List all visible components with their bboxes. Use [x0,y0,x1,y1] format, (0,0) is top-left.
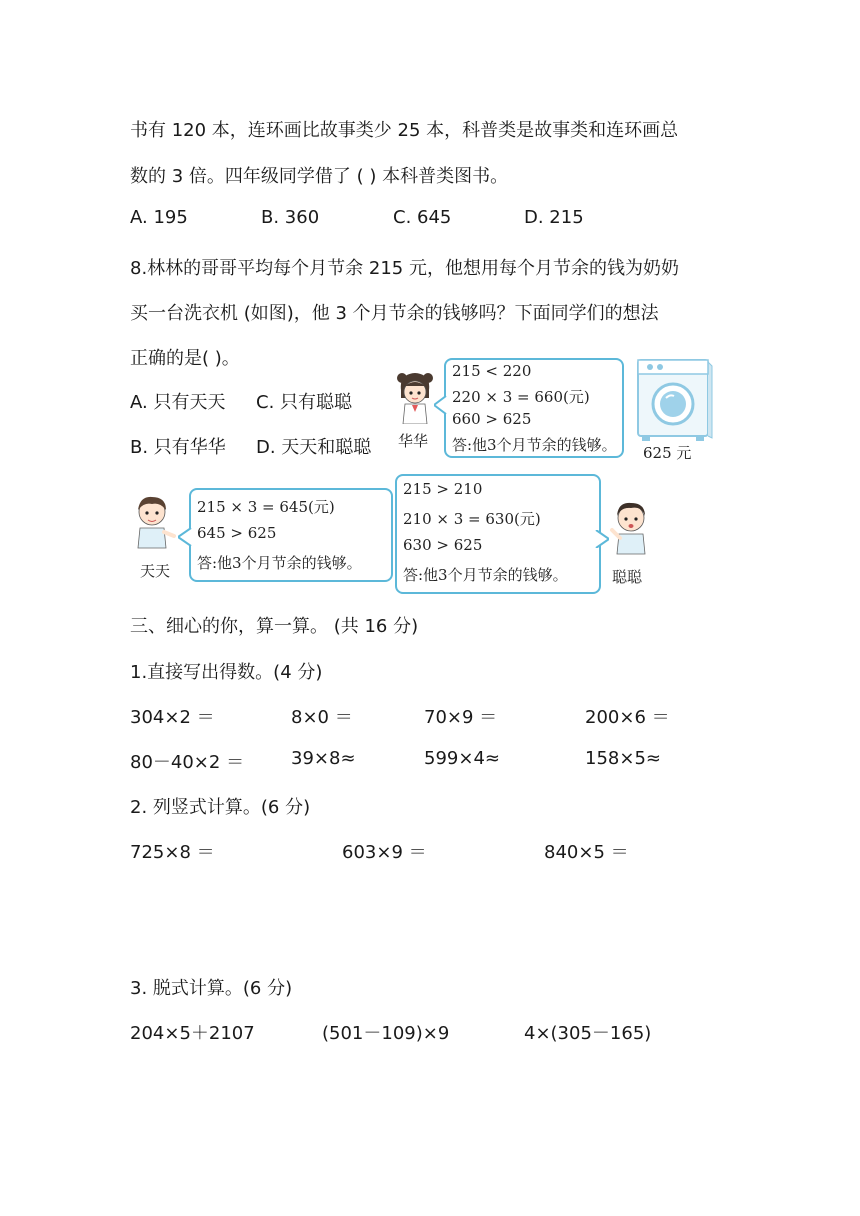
q7-text-line1: 书有 120 本，连环画比故事类少 25 本，科普类是故事类和连环画总 [130,120,679,141]
huahua-line-3: 660 > 625 [452,410,532,428]
s3-p3-title: 3. 脱式计算。(6 分) [130,978,293,999]
section3-heading: 三、细心的你，算一算。 (共 16 分) [130,616,419,637]
s3-p1-r1-c2: 8×0 ＝ [291,707,353,728]
tiantian-speech-bubble [189,488,393,582]
q7-option-d: D. 215 [524,207,584,228]
congcong-line-2: 210 × 3 = 630(元) [403,510,541,528]
q8-text-line2: 买一台洗衣机 (如图)，他 3 个月节余的钱够吗？下面同学们的想法 [130,303,659,324]
s3-p3-item3: 4×(305－165) [524,1023,652,1044]
huahua-line-1: 215 < 220 [452,362,532,380]
q7-option-c: C. 645 [393,207,452,228]
s3-p1-r1-c4: 200×6 ＝ [585,707,670,728]
tiantian-boy-illustration [130,492,176,550]
congcong-speech-bubble [395,474,601,594]
washing-machine-illustration [636,358,714,442]
q8-text-line3: 正确的是( )。 [130,348,240,369]
s3-p1-r2-c4: 158×5≈ [585,748,661,769]
s3-p2-item1: 725×8 ＝ [130,842,215,863]
congcong-bubble-tail [595,530,609,548]
q7-option-a: A. 195 [130,207,188,228]
congcong-line-3: 630 > 625 [403,536,483,554]
huahua-line-4: 答:他3个月节余的钱够。 [452,436,617,454]
huahua-speech-bubble [444,358,624,458]
s3-p3-item2: (501－109)×9 [322,1023,450,1044]
congcong-line-4: 答:他3个月节余的钱够。 [403,566,568,584]
washer-price-label: 625 元 [643,444,692,462]
s3-p1-r1-c3: 70×9 ＝ [424,707,498,728]
q8-option-a: A. 只有天天 [130,392,226,413]
tiantian-line-1: 215 × 3 = 645(元) [197,498,335,516]
s3-p3-item1: 204×5＋2107 [130,1023,255,1044]
s3-p1-r2-c3: 599×4≈ [424,748,500,769]
congcong-boy-illustration [608,498,654,556]
tiantian-name: 天天 [140,562,171,580]
q8-option-c: C. 只有聪聪 [256,392,353,413]
huahua-line-2: 220 × 3 = 660(元) [452,388,590,406]
huahua-bubble-tail [434,396,448,414]
s3-p1-r2-c1: 80－40×2 ＝ [130,752,245,773]
tiantian-line-2: 645 > 625 [197,524,277,542]
huahua-name: 华华 [398,432,429,450]
q8-option-b: B. 只有华华 [130,437,226,458]
s3-p2-item3: 840×5 ＝ [544,842,629,863]
q8-option-d: D. 天天和聪聪 [256,437,372,458]
s3-p1-r2-c2: 39×8≈ [291,748,356,769]
congcong-name: 聪聪 [612,568,643,586]
tiantian-bubble-tail [178,528,192,546]
s3-p1-title: 1.直接写出得数。(4 分) [130,662,323,683]
q7-text-line2: 数的 3 倍。四年级同学借了 ( ) 本科普类图书。 [130,166,509,187]
s3-p2-title: 2. 列竖式计算。(6 分) [130,797,311,818]
congcong-line-1: 215 > 210 [403,480,483,498]
s3-p1-r1-c1: 304×2 ＝ [130,707,215,728]
tiantian-line-3: 答:他3个月节余的钱够。 [197,554,362,572]
q8-text-line1: 8.林林的哥哥平均每个月节余 215 元，他想用每个月节余的钱为奶奶 [130,258,679,279]
s3-p2-item2: 603×9 ＝ [342,842,427,863]
q7-option-b: B. 360 [261,207,320,228]
huahua-girl-illustration [393,368,437,424]
